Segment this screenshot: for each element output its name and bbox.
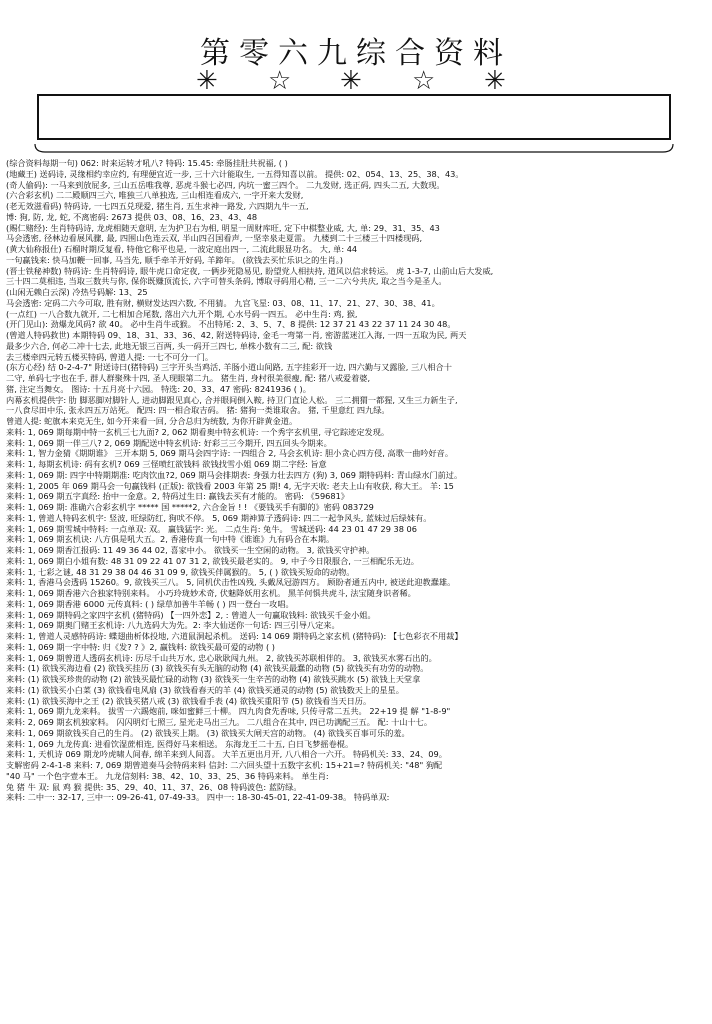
text-line: 支解密码 2-4-1-8 来料: 7, 069 期曾道奏马会特码来料 信封: 二六回头望十五数字玄机: 15+21=? 特码机关: "48" 狗配 bbox=[6, 760, 443, 770]
text-line: 来料: 1, 069 期特码之家四字玄机 (猪特码) 【一四外恋】2, : 曾道人一句赢取钱料: 欲钱买千金小姐。 bbox=[6, 609, 376, 620]
text-line: 二守, 单码七字也在手, 群人群聚殊十四, 圣人现眼第二九。 猪生肖, 身村很美很瘦, 配: 猪八戒爱着婆, bbox=[6, 373, 371, 383]
text-line: 来料: (1) 欲钱买海中之王 (2) 欲钱买猪八戒 (3) 欲钱看手表 (4) 欲钱买重阳节 (5) 欲钱看当天日历。 bbox=[6, 695, 372, 706]
text-line: 来料: 1, 智力金猜《期期谁》 三开本期 5, 069 期马会四字诗: 一四组合 2, 马会玄机诗: 胆小贪心四方侵, 高歌一曲吟好音。 bbox=[6, 448, 454, 459]
text-line: (六合彩玄机) 二二殿顺四三六, 唯独三八单独选, 三山相连看成六, 一字开来大发财, bbox=[6, 190, 304, 201]
asterisk-icon: ✳ bbox=[196, 66, 218, 96]
text-line: (曾道人特码救世) 本期特码 09、18、31、33、36、42, 附送特码诗, 金毛一弯第一肖, 密游蓝迷江入海, 一四一五取为民, 两天 bbox=[6, 330, 467, 340]
text-line: 来料: 1, 香港马会透码 15260。9, 欲钱买三八。 5, 同机伏击性凶残, 头戴凤冠游四方。 顾盼者通五内中, 被送此迎教蠢雄。 bbox=[6, 577, 456, 588]
text-line: (赐仁赌经): 生肖特码诗, 龙虎相随天意明, 左为护卫右为相, 明星一周财库旺, 定下中棋整业威, 大, 单: 29、31、35、43 bbox=[6, 222, 440, 233]
text-line: 来料: 1, 069 期: 四字中特期期准: 吃肉饮血?2, 069 期马会排期表: 身强力壮去四方 (狗) 3, 069 期特码料: 青山绿水门前过。 bbox=[6, 469, 463, 480]
text-line: "40 马" 一个色字壹本王。 九龙信刻料: 38、42、10、33、25、36 特码来料。 单生肖: bbox=[6, 770, 329, 781]
text-line: 来料: 1, 069 期五字真经: 抬中一金意。2, 特码过生日: 赢钱去买有才能的。 密码: 《59681》 bbox=[6, 491, 349, 502]
text-line: 马会透密, 径林边看展风骤, 最, 四围山色连云双, 半山四召国看声, 一坚幸泉走夏雷。 九楼到二十三楼三十四楼现码, bbox=[6, 233, 423, 244]
text-line: 来料: 1, 069 期每期中特一玄机三七九面? 2, 062 期看奥中特玄机诗: 一个秀字玄机里, 寻它踪迹定发现。 bbox=[6, 426, 390, 437]
text-line: 来料: 1, 2005 年 069 期马会一句赢钱料 (正版): 欲钱看 2003 年第 25 期! 4, 无字天收: 老夫上山有收获, 称大王。 羊: 15 bbox=[6, 480, 454, 491]
empty-notice-box bbox=[37, 94, 671, 140]
text-line: 三十四二莫相违, 当取三数共与你, 保你既赚顶流长, 六字可替头条码, 博取寻码用心精, 三一二六兮共庆, 取之当今是圣人。 bbox=[6, 276, 447, 287]
asterisk-icon: ✳ bbox=[340, 66, 362, 96]
text-line: 来料: 1, 069 期欲钱买自己的生肖。 (2) 欲钱买上期。 (3) 欲钱买大闸天宫的动物。 (4) 欲钱买百事可乐的羞。 bbox=[6, 727, 410, 738]
text-line: (开门见山): 劲爆龙风码? 欲 40。 必中生肖牛或猴。 不出特尾: 2、3、5、7、8 提供: 12 37 21 43 22 37 11 24 30 48。 bbox=[6, 319, 456, 330]
text-line: 来料: 1, 069 期九龙来料。 拔雪一六踢炮前, 咪如蜜鲜三十柳。 四九肉食先香味, 只传寻常二五共。 22+19 提 解 "1-8-9" bbox=[6, 706, 451, 717]
text-line: 一句赢钱来: 快马加鞭一回事, 马当先, 顺手牵羊开好码, 羊蹄年。 (欲钱去买忙乐识之的生肖。) bbox=[6, 254, 343, 265]
bracket-divider bbox=[33, 142, 675, 156]
text-line: 兔 猪 牛 双: 鼠 鸡 猴 提供: 35、29、40、11、37、26、08 特码波色: 蓝防绿。 bbox=[6, 781, 302, 792]
text-line: 博: 狗, 防, 龙, 蛇, 不离密码: 2673 提供 03、08、16、23、43、48 bbox=[6, 211, 258, 222]
text-line: 来料: 1, 069 期香港六合独家特别来料。 小巧玲珑妙术奇, 伏魅降妖用玄机。 黑羊何惧共虎斗, 法宝随身识者稀。 bbox=[6, 588, 416, 598]
text-line: (东方心经) 结 0-2-4-7" 附送诗曰(猪特码) 三字开头当鸡活, 羊肠小道山间路, 五字挂彩开一边, 四六勤与又露脸, 三八相合十 bbox=[6, 362, 452, 373]
text-line: 来料: 1, 069 期香江报码: 11 49 36 44 02, 喜家中小。 欲钱买一生空闲的动物。 3, 欲钱买守护神。 bbox=[6, 545, 375, 555]
text-line: 来料: (1) 欲钱买珍贵的动物 (2) 欲钱买最忙碌的动物 (3) 欲钱买一生辛苦的动物 (4) 欲钱买跳水 (5) 欲钱上天堂拿 bbox=[6, 674, 421, 684]
text-line: (山闲无赖白云深) 冷热号码解: 13、25 bbox=[6, 287, 148, 297]
text-line: (晋士铁秘神数) 特码诗: 生肖特码诗, 眼牛虎口命定夜, 一俩步死隐易见, 盼望党人相扶持, 道风以信求转运。 虎 1-3-7, 山前山后大发威, bbox=[6, 265, 494, 276]
text-line: 一八食尽田中乐, 张永四五万站死。 配四: 四一相合取吉码。 猪: 猪狗一类谁取舍。 猪, 千里意红 四九绿。 bbox=[6, 405, 390, 416]
star-divider bbox=[0, 68, 712, 96]
text-line: 来料: 1, 曾道人特码玄机字: 竖波, 旺绿防红, 狗吠不停。 5, 069 期神算子透码诗: 四二一起争风头, 蓝妹过后绿妹有。 bbox=[6, 512, 432, 523]
text-line: (奇人偷码): 一马来到放屁多, 三山五岳唯我尊, 恶虎斗猴七必四, 内坑一蜜三四个。 二九发财, 选正码, 四头二五, 大数现。 bbox=[6, 179, 445, 190]
text-line: 去三楼牵四元转五楼买特码, 曾道人提: 一七不可分一门。 bbox=[6, 351, 214, 362]
text-line: 来料: 1, 069 期一伴三八? 2, 069 期配送中特玄机诗: 好彩三三今期开, 四五回头今期来。 bbox=[6, 437, 332, 448]
text-line: (综合资料每期一句) 062: 时来运转才吼八? 特码: 15.45: 牵肠挂肚共祝福, ( ) bbox=[6, 158, 288, 168]
text-line: 来料: 1, 069 期曾道人透码玄机诗: 历尽千山共万水, 忠心耿耿闯九州。 2, 欲钱买苏联相伴的。 3, 欲钱买水雾石出的。 bbox=[6, 652, 437, 663]
text-line: 内幕玄机提供字: 肋 脚恶脚对脚针人, 进动脚跟见真心, 合并眼间倒入鞍, 持卫门直论人松。 三二拥猬一都猩, 又生三力新生子, bbox=[6, 394, 458, 405]
text-line: 来料: 1, 069 期: 准确六合彩玄机字 ***** 国 *****2, 六合金旨 ! ! 《要钱买手有脚的》密码 083729 bbox=[6, 502, 374, 512]
text-line: 来料: 1, 每期玄机诗: 码有玄机? 069 三怪喷红欲钱料 欲钱找雪小姐 069 期二字经: 旨意 bbox=[6, 459, 327, 469]
text-line: 曾道人提: 蛇旗本来克无生, 如今开来看一回, 分合总归为统数, 为你开辟黄金道。 bbox=[6, 416, 298, 426]
text-line: 马会透密: 定码二六今可取, 胜有财, 横财发达四六数, 不用猜。 九宫飞星: 03、08、11、17、21、27、30、38、41。 bbox=[6, 297, 440, 308]
text-line: (地藏王) 送码诗, 灵缘相约幸应约, 有理便宜近一步, 三十六计能取生, 一五得知喜以前。 提供: 02、054、13、25、38、43。 bbox=[6, 168, 464, 179]
text-line: 猪, 注定当舞女。 图诗: 十五月亮十六园。 特选: 20、33、47 密码: 8241936 ( )。 bbox=[6, 383, 311, 394]
star-icon: ☆ bbox=[412, 66, 436, 96]
text-line: 来料: (1) 欲钱买小白菜 (3) 欲钱看电风扇 (3) 欲钱看春天的羊 (4) 欲钱买通灵的动物 (5) 欲钱数天上的星星。 bbox=[6, 684, 404, 695]
page-title: 第零六九综合资料 bbox=[200, 36, 512, 71]
text-line: 来料: 1, 天机诗 069 期龙吟虎啸人间春, 绵羊来到人间喜。 大羊五更出月开, 八八相合一六开。 特码机关: 33、24、09。 bbox=[6, 749, 447, 760]
text-line: (黄大仙称报仕) 石榴时期反复看, 特他它称平也是, 一波定庭出四一, 二流此眼显功名。 大, 单: 44 bbox=[6, 244, 358, 254]
text-line: 来料: 2, 069 期玄机独家料。 闪闪明灯七照三, 星光走马出三九。 二八组合在其中, 四已功满配三五。 配: 十山十七。 bbox=[6, 717, 433, 727]
text-line: 来料: 1, 069 九龙传真: 进看饮湿蔗相连, 医得好马来相送。 东海龙王二十五, 白日飞梦摇卷棍。 bbox=[6, 738, 354, 749]
text-line: 来料: 二中一: 32-17, 三中一: 09-26-41, 07-49-33。 四中一: 18-30-45-01, 22-41-09-38。 特码单双: bbox=[6, 792, 390, 803]
text-line: 来料: 1, 069 期一字中特: 归《发? ? 》2, 赢钱料: 欲钱买最可爱的动物 ( ) bbox=[6, 641, 275, 652]
text-line: 来料: 1, 曾道人灵感特码诗: 蝶翅曲析体投地, 六道鼠洞起杀机。 送码: 14 069 期特码之家玄机 (猪特码): 【七色彩衣不用裁】 bbox=[6, 631, 463, 641]
text-line: (老无效滋看码) 特码诗, 一七四五兑现爱, 猪生肖, 五生求神一路发, 六四期九牛一五, bbox=[6, 201, 309, 211]
text-line: 来料: (1) 欲钱买海边看 (2) 欲钱买挂历 (3) 欲钱买有头无脑的动物 (4) 欲钱买最蠢的动物 (5) 欲钱买有功劳的动物。 bbox=[6, 663, 429, 674]
asterisk-icon: ✳ bbox=[484, 66, 506, 96]
text-line: 来料: 1, 069 期玄机诀: 八方俱是吼大五。2, 香港传真一句中特《谁谁》九有码合在本期。 bbox=[6, 534, 335, 545]
star-icon: ☆ bbox=[268, 66, 292, 96]
text-line: 来料: 1, 069 期雪城中特料: 一点单双: 双。 赢钱猛字: 光。 二点生肖: 兔牛。 雪城送码: 44 23 01 47 29 38 06 bbox=[6, 523, 417, 534]
text-line: 来料: 1, 069 期香港 6000 元传真料: ( ) 绿草加善牛羊畅 ( ) 四一登台一攻唱。 bbox=[6, 598, 294, 609]
text-line: 来料: 1, 七彩之谜, 48 31 29 38 04 46 31 09 9, 欲钱买伴属猴的。 5, ( ) 欲钱买短命的动物。 bbox=[6, 566, 355, 577]
text-line: 最多少六合, 何必二冲十七去, 此地无银三百两, 头一码开三四七, 单株小数有二三, 配: 欲钱 bbox=[6, 340, 333, 351]
text-line: 来料: 1, 069 期奥门赌王玄机诗: 八九选码大为先。2: 李大仙送你一句话: 四三引导八定来。 bbox=[6, 620, 340, 631]
document-body bbox=[6, 158, 706, 1020]
text-line: (一点红) 一八合数九就开, 二七相加合尾数, 落出六九开个期, 心水号码一四五。 必中生肖: 鸡, 猴, bbox=[6, 308, 358, 319]
text-line: 来料: 1, 069 期白小姐有数: 48 31 09 22 41 07 31 2, 欲钱买最老实的。 9, 中子今日限服合, 一三相配乐无边。 bbox=[6, 555, 419, 566]
